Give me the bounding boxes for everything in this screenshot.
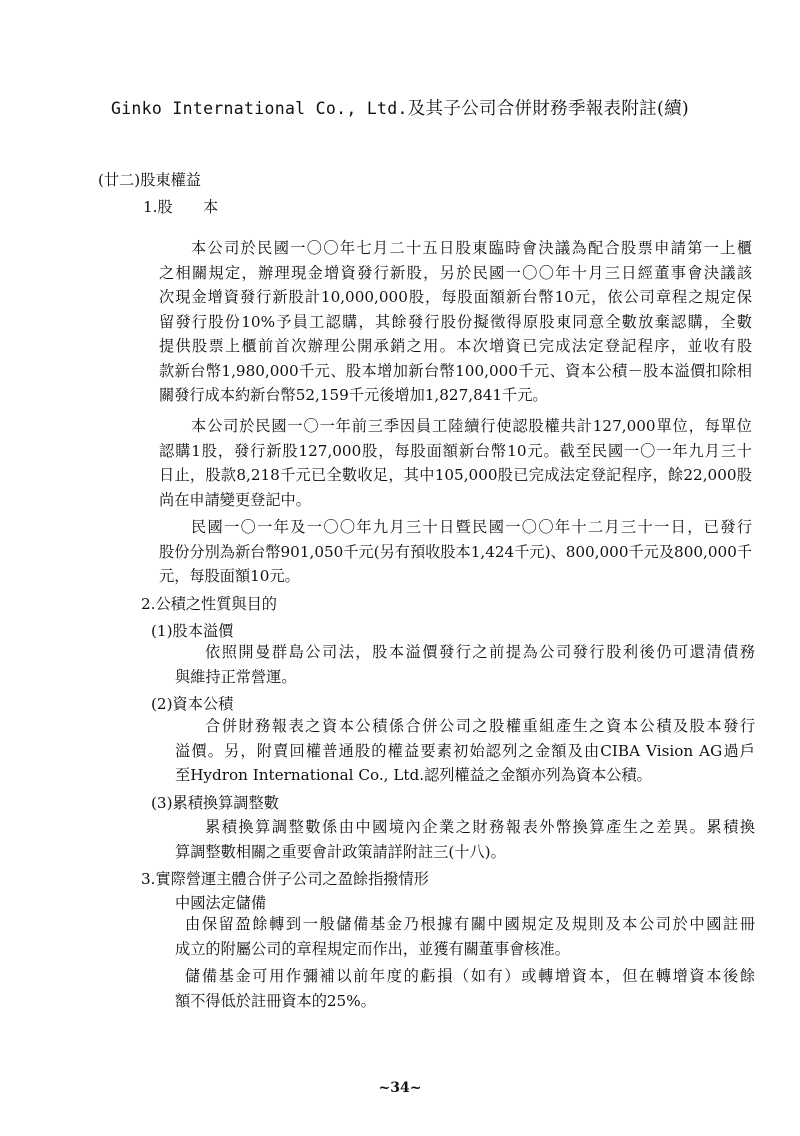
title-company-name: Ginko International Co., Ltd. (110, 99, 408, 118)
text-line: 與維持正常營運。 (175, 667, 297, 686)
share-capital-paragraph-3 (159, 515, 752, 589)
text-line: 算調整數相關之重要會計政策請詳附註三(十八)。 (175, 842, 506, 861)
text-line: 認購1股，發行新股127,000股，每股面額新台幣10元。截至民國一〇一年九月三十 (159, 441, 752, 460)
page-number: ~34~ (378, 1080, 422, 1096)
text-line: 民國一〇一年及一〇〇年九月三十日暨民國一〇〇年十二月三十一日，已發行 (191, 518, 752, 536)
page-title (0, 95, 800, 120)
text-line: 成立的附屬公司的章程規定而作出，並獲有關董事會核准。 (175, 939, 570, 958)
text-line: 由保留盈餘轉到一般儲備基金乃根據有關中國規定及規則及本公司於中國註冊 (185, 915, 755, 933)
text-line: 合併財務報表之資本公積係合併公司之股權重組產生之資本公積及股本發行 (205, 717, 755, 735)
capital-surplus-heading: 2.公積之性質與目的 (141, 595, 277, 613)
translation-adjustment-paragraph (175, 815, 755, 864)
share-capital-heading: 1.股 本 (143, 198, 219, 216)
share-premium-heading: (1)股本溢價 (151, 622, 234, 640)
section-heading: (廿二)股東權益 (98, 171, 201, 189)
translation-adjustment-heading: (3)累積換算調整數 (151, 794, 279, 812)
text-line: 額不得低於註冊資本的25%。 (175, 991, 376, 1010)
text-line: 依照開曼群島公司法，股本溢價發行之前提為公司發行股利後仍可還清債務 (205, 643, 755, 661)
capital-reserve-heading: (2)資本公積 (151, 695, 234, 713)
text-line: 關發行成本約新台幣52,159千元後增加1,827,841千元。 (159, 386, 548, 404)
text-line: 款新台幣1,980,000千元、股本增加新台幣100,000千元、資本公積－股本溢價扣除相 (159, 361, 752, 380)
statutory-reserve-paragraph-2 (175, 964, 755, 1013)
statutory-reserve-paragraph-1 (175, 912, 755, 961)
text-line: 溢價。另，附賣回權普通股的權益要素初始認列之金額及由CIBA Vision AG過戶 (175, 741, 755, 760)
text-line: 本公司於民國一〇〇年七月二十五日股東臨時會決議為配合股票申請第一上櫃 (191, 239, 752, 257)
statutory-reserve-heading: 中國法定儲備 (175, 894, 267, 912)
text-line: 儲備基金可用作彌補以前年度的虧損（如有）或轉增資本，但在轉增資本後餘 (185, 967, 755, 985)
earnings-distribution-heading: 3.實際營運主體合併子公司之盈餘指撥情形 (141, 870, 429, 888)
text-line: 次現金增資發行新股計10,000,000股，每股面額新台幣10元，依公司章程之規定保 (159, 288, 752, 306)
title-report-name: 及其子公司合併財務季報表附註(續) (407, 99, 690, 119)
text-line: 提供股票上櫃前首次辦理公開承銷之用。本次增資已完成法定登記程序，並收有股 (159, 337, 752, 355)
text-line: 尚在申請變更登記中。 (159, 490, 311, 509)
text-line: 至Hydron International Co., Ltd.認列權益之金額亦列為資本公積。 (175, 766, 652, 784)
share-capital-paragraph-1 (159, 236, 752, 408)
capital-reserve-paragraph (175, 714, 755, 788)
text-line: 元，每股面額10元。 (159, 567, 300, 585)
share-premium-paragraph (175, 640, 755, 689)
text-line: 累積換算調整數係由中國境內企業之財務報表外幣換算產生之差異。累積換 (205, 818, 755, 836)
text-line: 本公司於民國一〇一年前三季因員工陸續行使認股權共計127,000單位，每單位 (191, 417, 752, 435)
text-line: 日止，股款8,218千元已全數收足，其中105,000股已完成法定登記程序，餘22,000股 (159, 466, 752, 484)
text-line: 留發行股份10%予員工認購，其餘發行股份擬徵得原股東同意全數放棄認購，全數 (159, 312, 752, 331)
share-capital-paragraph-2 (159, 414, 752, 512)
text-line: 之相關規定，辦理現金增資發行新股，另於民國一〇〇年十月三日經董事會決議該 (159, 263, 752, 282)
text-line: 股份分別為新台幣901,050千元(另有預收股本1,424千元)、800,000千元及800,000千 (159, 542, 753, 561)
